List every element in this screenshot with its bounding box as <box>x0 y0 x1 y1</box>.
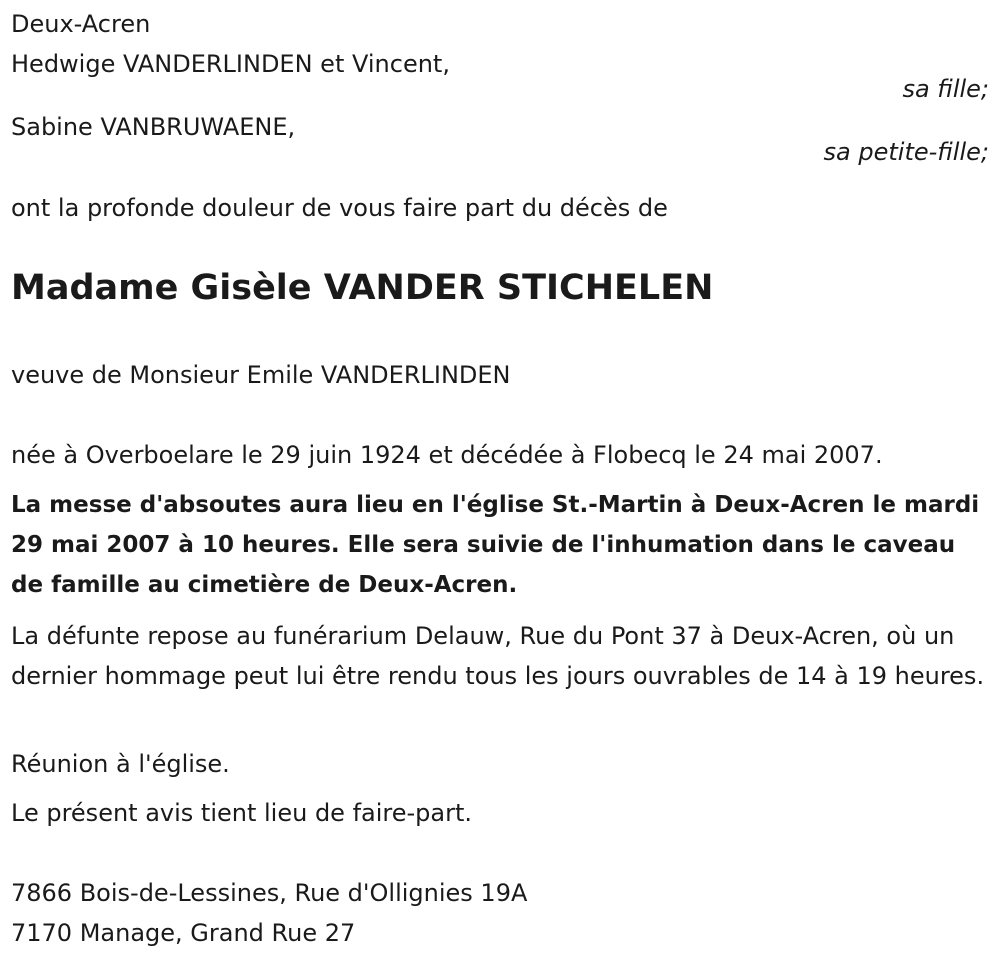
location-line: Deux-Acren <box>11 10 151 38</box>
family-member-relation: sa petite-fille; <box>823 138 989 166</box>
meeting-text: Réunion à l'église. <box>11 750 230 778</box>
notice-statement-text: Le présent avis tient lieu de faire-part. <box>11 799 473 827</box>
birth-death-text: née à Overboelare le 29 juin 1924 et décédée à Flobecq le 24 mai 2007. <box>11 441 883 469</box>
funerarium-paragraph: La défunte repose au funérarium Delauw, Rue du Pont 37 à Deux-Acren, où un dernier hommage peut lui être rendu tous les jours ouvrables de 14 à 19 heures. <box>11 622 985 690</box>
family-member-name: Sabine VANBRUWAENE, <box>11 113 296 141</box>
announcement-text: ont la profonde douleur de vous faire part du décès de <box>11 194 668 222</box>
deceased-name: Madame Gisèle VANDER STICHELEN <box>11 268 714 308</box>
widow-of-text: veuve de Monsieur Emile VANDERLINDEN <box>11 361 511 389</box>
family-member-relation: sa fille; <box>902 75 989 103</box>
family-member-name: Hedwige VANDERLINDEN et Vincent, <box>11 50 450 78</box>
ceremony-paragraph: La messe d'absoutes aura lieu en l'église St.-Martin à Deux-Acren le mardi 29 mai 2007 à 10 heures. Elle sera suivie de l'inhumation dans le caveau de famille au cimetière de Deux-Acren. <box>11 492 980 598</box>
address-line: 7170 Manage, Grand Rue 27 <box>11 919 356 947</box>
address-line: 7866 Bois-de-Lessines, Rue d'Ollignies 19A <box>11 879 528 907</box>
